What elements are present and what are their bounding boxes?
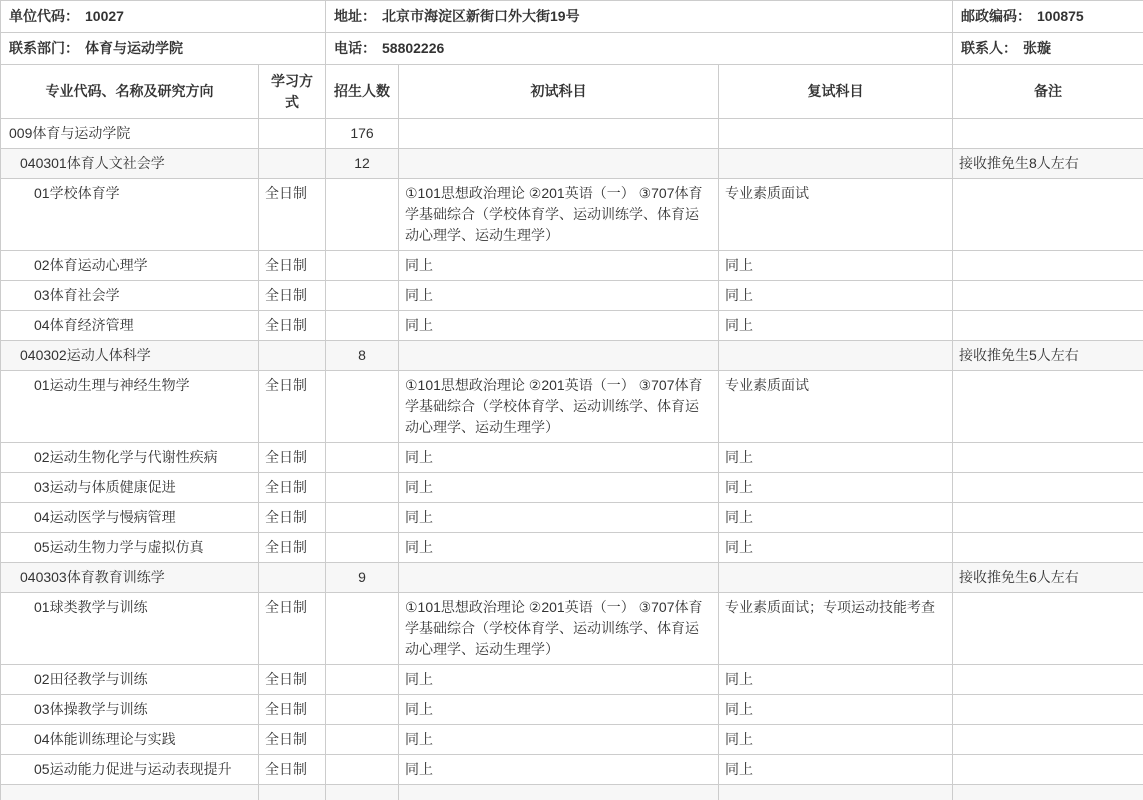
enrollment-cell [326, 311, 399, 341]
study-mode-cell [259, 563, 326, 593]
remarks-cell [953, 281, 1143, 311]
enrollment-cell [326, 593, 399, 665]
retest-exam-cell: 专业素质面试；专项运动技能考查 [719, 593, 953, 665]
study-mode-cell: 全日制 [259, 533, 326, 563]
enrollment-cell [326, 503, 399, 533]
department-value: 体育与运动学院 [85, 40, 183, 56]
remarks-cell [953, 755, 1143, 785]
remarks-cell [953, 785, 1143, 800]
direction-row [1, 281, 1143, 311]
program-name-cell: 03运动与体质健康促进 [1, 473, 259, 503]
enrollment-cell: 8 [326, 341, 399, 371]
initial-exam-cell: 同上 [399, 281, 719, 311]
direction-row [1, 725, 1143, 755]
unit-code-label: 单位代码： [9, 8, 79, 24]
major-row [1, 149, 1143, 179]
header-enrollment: 招生人数 [326, 65, 399, 119]
enrollment-cell: 176 [326, 119, 399, 149]
direction-row [1, 503, 1143, 533]
program-name-cell [1, 785, 259, 800]
retest-exam-cell: 同上 [719, 533, 953, 563]
header-retest-exam: 复试科目 [719, 65, 953, 119]
header-initial-exam: 初试科目 [399, 65, 719, 119]
retest-exam-cell: 同上 [719, 503, 953, 533]
remarks-cell [953, 695, 1143, 725]
enrollment-cell [326, 473, 399, 503]
department-row [1, 119, 1143, 149]
retest-exam-cell [719, 785, 953, 800]
remarks-cell [953, 443, 1143, 473]
study-mode-cell: 全日制 [259, 251, 326, 281]
study-mode-cell: 全日制 [259, 443, 326, 473]
program-name-cell: 04体育经济管理 [1, 311, 259, 341]
program-name-cell: 03体操教学与训练 [1, 695, 259, 725]
header-study-mode: 学习方式 [259, 65, 326, 119]
retest-exam-cell: 同上 [719, 443, 953, 473]
retest-exam-cell: 专业素质面试 [719, 371, 953, 443]
initial-exam-cell: 同上 [399, 533, 719, 563]
remarks-cell [953, 473, 1143, 503]
enrollment-cell [326, 179, 399, 251]
retest-exam-cell [719, 149, 953, 179]
program-name-cell: 009体育与运动学院 [1, 119, 259, 149]
initial-exam-cell: ①101思想政治理论 ②201英语（一） ③707体育学基础综合（学校体育学、运动训练学、体育运动心理学、运动生理学） [399, 593, 719, 665]
contact-info-row [1, 33, 1143, 65]
program-name-cell: 04运动医学与慢病管理 [1, 503, 259, 533]
contact-person-label: 联系人： [961, 40, 1017, 56]
remarks-cell: 接收推免生8人左右 [953, 149, 1143, 179]
initial-exam-cell: 同上 [399, 725, 719, 755]
program-name-cell: 01球类教学与训练 [1, 593, 259, 665]
remarks-cell [953, 665, 1143, 695]
initial-exam-cell: 同上 [399, 665, 719, 695]
retest-exam-cell: 同上 [719, 251, 953, 281]
study-mode-cell [259, 149, 326, 179]
initial-exam-cell: 同上 [399, 695, 719, 725]
address-value: 北京市海淀区新街口外大街19号 [382, 8, 580, 24]
unit-code-cell [1, 1, 326, 33]
remarks-cell [953, 533, 1143, 563]
direction-row [1, 443, 1143, 473]
address-cell [326, 1, 953, 33]
retest-exam-cell [719, 119, 953, 149]
program-name-cell: 040302运动人体科学 [1, 341, 259, 371]
program-table-body [1, 119, 1143, 800]
initial-exam-cell: 同上 [399, 503, 719, 533]
study-mode-cell: 全日制 [259, 725, 326, 755]
remarks-cell [953, 371, 1143, 443]
remarks-cell [953, 311, 1143, 341]
major-row [1, 563, 1143, 593]
retest-exam-cell: 同上 [719, 725, 953, 755]
department-cell [1, 33, 326, 65]
program-name-cell: 01学校体育学 [1, 179, 259, 251]
program-name-cell: 05运动生物力学与虚拟仿真 [1, 533, 259, 563]
initial-exam-cell: 同上 [399, 443, 719, 473]
enrollment-cell [326, 785, 399, 800]
enrollment-cell [326, 443, 399, 473]
phone-label: 电话： [334, 40, 376, 56]
initial-exam-cell: 同上 [399, 755, 719, 785]
phone-cell [326, 33, 953, 65]
program-name-cell: 02田径教学与训练 [1, 665, 259, 695]
initial-exam-cell [399, 785, 719, 800]
retest-exam-cell: 专业素质面试 [719, 179, 953, 251]
remarks-cell [953, 593, 1143, 665]
direction-row [1, 251, 1143, 281]
initial-exam-cell [399, 341, 719, 371]
direction-row [1, 473, 1143, 503]
initial-exam-cell: 同上 [399, 251, 719, 281]
program-name-cell: 03体育社会学 [1, 281, 259, 311]
study-mode-cell: 全日制 [259, 371, 326, 443]
postcode-label: 邮政编码： [961, 8, 1031, 24]
remarks-cell: 接收推免生6人左右 [953, 563, 1143, 593]
initial-exam-cell: 同上 [399, 473, 719, 503]
study-mode-cell: 全日制 [259, 473, 326, 503]
study-mode-cell [259, 785, 326, 800]
direction-row [1, 371, 1143, 443]
program-name-cell: 040301体育人文社会学 [1, 149, 259, 179]
remarks-cell [953, 251, 1143, 281]
major-row [1, 341, 1143, 371]
phone-value: 58802226 [382, 40, 445, 56]
program-name-cell: 040303体育教育训练学 [1, 563, 259, 593]
retest-exam-cell: 同上 [719, 665, 953, 695]
program-table [0, 64, 1143, 800]
enrollment-cell [326, 755, 399, 785]
contact-person-value: 张璇 [1023, 40, 1051, 56]
program-name-cell: 04体能训练理论与实践 [1, 725, 259, 755]
program-name-cell: 01运动生理与神经生物学 [1, 371, 259, 443]
study-mode-cell: 全日制 [259, 311, 326, 341]
direction-row [1, 311, 1143, 341]
direction-row [1, 665, 1143, 695]
program-name-cell: 02体育运动心理学 [1, 251, 259, 281]
direction-row [1, 593, 1143, 665]
contact-person-cell [953, 33, 1143, 65]
direction-row [1, 179, 1143, 251]
direction-row [1, 533, 1143, 563]
study-mode-cell [259, 341, 326, 371]
initial-exam-cell [399, 149, 719, 179]
retest-exam-cell: 同上 [719, 311, 953, 341]
header-remarks: 备注 [953, 65, 1143, 119]
program-name-cell: 05运动能力促进与运动表现提升 [1, 755, 259, 785]
enrollment-cell [326, 281, 399, 311]
direction-row [1, 755, 1143, 785]
initial-exam-cell: ①101思想政治理论 ②201英语（一） ③707体育学基础综合（学校体育学、运动训练学、体育运动心理学、运动生理学） [399, 179, 719, 251]
address-label: 地址： [334, 8, 376, 24]
study-mode-cell: 全日制 [259, 281, 326, 311]
remarks-cell [953, 725, 1143, 755]
study-mode-cell [259, 119, 326, 149]
retest-exam-cell [719, 341, 953, 371]
postcode-value: 100875 [1037, 8, 1084, 24]
remarks-cell [953, 503, 1143, 533]
retest-exam-cell [719, 563, 953, 593]
unit-code-value: 10027 [85, 8, 124, 24]
retest-exam-cell: 同上 [719, 473, 953, 503]
study-mode-cell: 全日制 [259, 179, 326, 251]
initial-exam-cell [399, 119, 719, 149]
enrollment-cell [326, 725, 399, 755]
contact-info-row [1, 1, 1143, 33]
partial-row [1, 785, 1143, 800]
remarks-cell [953, 179, 1143, 251]
enrollment-cell [326, 695, 399, 725]
initial-exam-cell: ①101思想政治理论 ②201英语（一） ③707体育学基础综合（学校体育学、运动训练学、体育运动心理学、运动生理学） [399, 371, 719, 443]
study-mode-cell: 全日制 [259, 503, 326, 533]
program-table-header-row [1, 65, 1143, 119]
retest-exam-cell: 同上 [719, 695, 953, 725]
retest-exam-cell: 同上 [719, 755, 953, 785]
initial-exam-cell [399, 563, 719, 593]
remarks-cell: 接收推免生5人左右 [953, 341, 1143, 371]
enrollment-cell [326, 665, 399, 695]
study-mode-cell: 全日制 [259, 695, 326, 725]
enrollment-cell [326, 533, 399, 563]
enrollment-cell: 9 [326, 563, 399, 593]
enrollment-cell [326, 251, 399, 281]
department-label: 联系部门： [9, 40, 79, 56]
study-mode-cell: 全日制 [259, 593, 326, 665]
study-mode-cell: 全日制 [259, 755, 326, 785]
header-program-name: 专业代码、名称及研究方向 [1, 65, 259, 119]
postcode-cell [953, 1, 1143, 33]
remarks-cell [953, 119, 1143, 149]
contact-info-table [0, 0, 1143, 65]
program-name-cell: 02运动生物化学与代谢性疾病 [1, 443, 259, 473]
enrollment-cell: 12 [326, 149, 399, 179]
direction-row [1, 695, 1143, 725]
enrollment-cell [326, 371, 399, 443]
initial-exam-cell: 同上 [399, 311, 719, 341]
study-mode-cell: 全日制 [259, 665, 326, 695]
retest-exam-cell: 同上 [719, 281, 953, 311]
